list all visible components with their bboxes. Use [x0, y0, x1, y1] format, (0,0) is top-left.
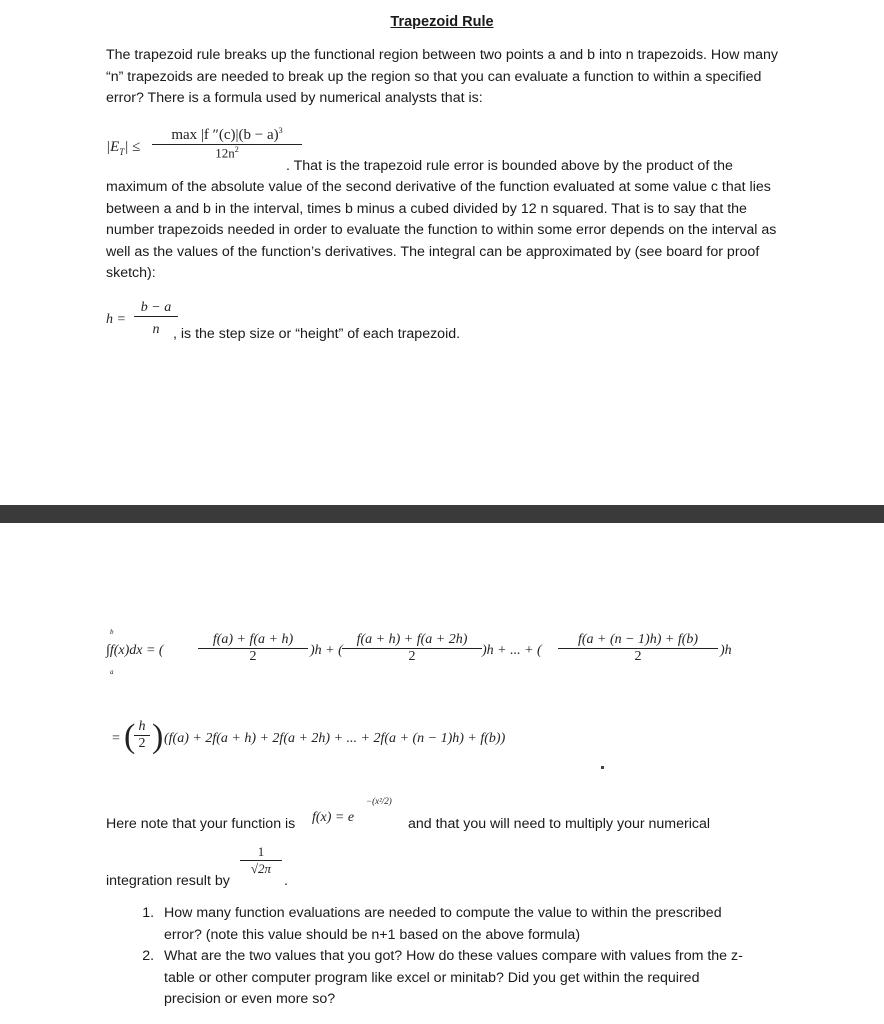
function-trail-text: and that you will need to multiply your numerical: [408, 816, 711, 832]
integration-result-text: integration result by: [106, 873, 230, 889]
error-numerator: max |f ″(c)|(b − a): [171, 127, 279, 143]
step-numerator: b − a: [134, 300, 178, 317]
error-explanation-lead: . That is the trapezoid rule error is bounded above by the product of the: [286, 158, 733, 174]
page-title: Trapezoid Rule: [390, 14, 494, 30]
integral-h-end: )h: [720, 643, 732, 658]
term3-denominator: 2: [634, 649, 642, 664]
error-numerator-sup: 3: [278, 126, 283, 135]
function-formula: [312, 796, 408, 836]
period: .: [284, 873, 288, 889]
step-size-text: , is the step size or “height” of each trapezoid.: [173, 326, 461, 342]
section-divider-band: [0, 505, 884, 523]
multiplier-denominator: √2π: [250, 861, 272, 876]
function-exponent: −(x²/2): [366, 796, 392, 806]
term3-numerator: f(a + (n − 1)h) + f(b): [558, 632, 718, 649]
term2-numerator: f(a + h) + f(a + 2h): [342, 632, 482, 649]
questions-list: [106, 903, 756, 1011]
term2-denominator: 2: [408, 649, 416, 664]
step-denominator: n: [152, 322, 160, 337]
error-lhs-sub: T: [119, 147, 125, 157]
error-explanation: maximum of the absolute value of the second derivative of the function evaluated at some value c that lies between a and b in the interval, times b minus a cubed divided by 12 n squared. That is to say that the number trapezoids needed in order to evaluate the function to within some error depends on the interval as well as the values of the function’s derivatives. The integral can be approximated by (see board for proof sketch):: [106, 179, 777, 282]
integral-h-dots: )h + ... + (: [482, 643, 542, 658]
sum-h-numerator: h: [134, 719, 150, 736]
integral-upper-limit: b: [110, 628, 114, 636]
integral-h-plus: )h + (: [310, 643, 343, 658]
error-denominator-sup: 2: [234, 145, 239, 154]
integral-lhs: ∫f(x)dx = (: [106, 643, 164, 658]
stray-dot: [601, 766, 604, 769]
error-lhs: |E: [106, 139, 120, 155]
step-lhs: h =: [106, 312, 126, 327]
integral-formula: [106, 628, 746, 678]
error-lhs-end: | ≤: [124, 139, 141, 155]
function-lhs: f(x) = e: [312, 810, 355, 825]
multiplier-formula: [240, 844, 290, 877]
sum-formula: = ( $\frac{h}{2}$ ) (f(a) + 2f(a + h) + 2f(a + 2h) + ... + 2f(a + (n − 1)h) + f(b)): [112, 718, 506, 755]
error-denominator: 12n: [215, 145, 235, 161]
term1-denominator: 2: [249, 649, 257, 664]
intro-paragraph: The trapezoid rule breaks up the functional region between two points a and b into n trapezoids. How many “n” trapezoids are needed to break up the region so that you can evaluate a function to within a specified error? There is a formula used by numerical analysts that is:: [106, 47, 778, 107]
question-item: 1. How many function evaluations are needed to compute the value to within the prescribed error? (note this value should be n+1 based on the above formula): [158, 903, 756, 946]
multiplier-numerator: 1: [240, 844, 282, 861]
integral-lower-limit: a: [110, 668, 114, 676]
sum-h-denominator: 2: [138, 736, 146, 751]
function-lead-text: Here note that your function is: [106, 816, 296, 832]
term1-numerator: f(a) + f(a + h): [198, 632, 308, 649]
sum-body: (f(a) + 2f(a + h) + 2f(a + 2h) + ... + 2f(a + (n − 1)h) + f(b)): [164, 731, 506, 746]
question-item: 2. What are the two values that you got? How do these values compare with values from the z-table or other computer program like excel or minitab? Did you get within the required precision or even more so?: [158, 946, 756, 1011]
sum-equals: =: [112, 731, 120, 746]
